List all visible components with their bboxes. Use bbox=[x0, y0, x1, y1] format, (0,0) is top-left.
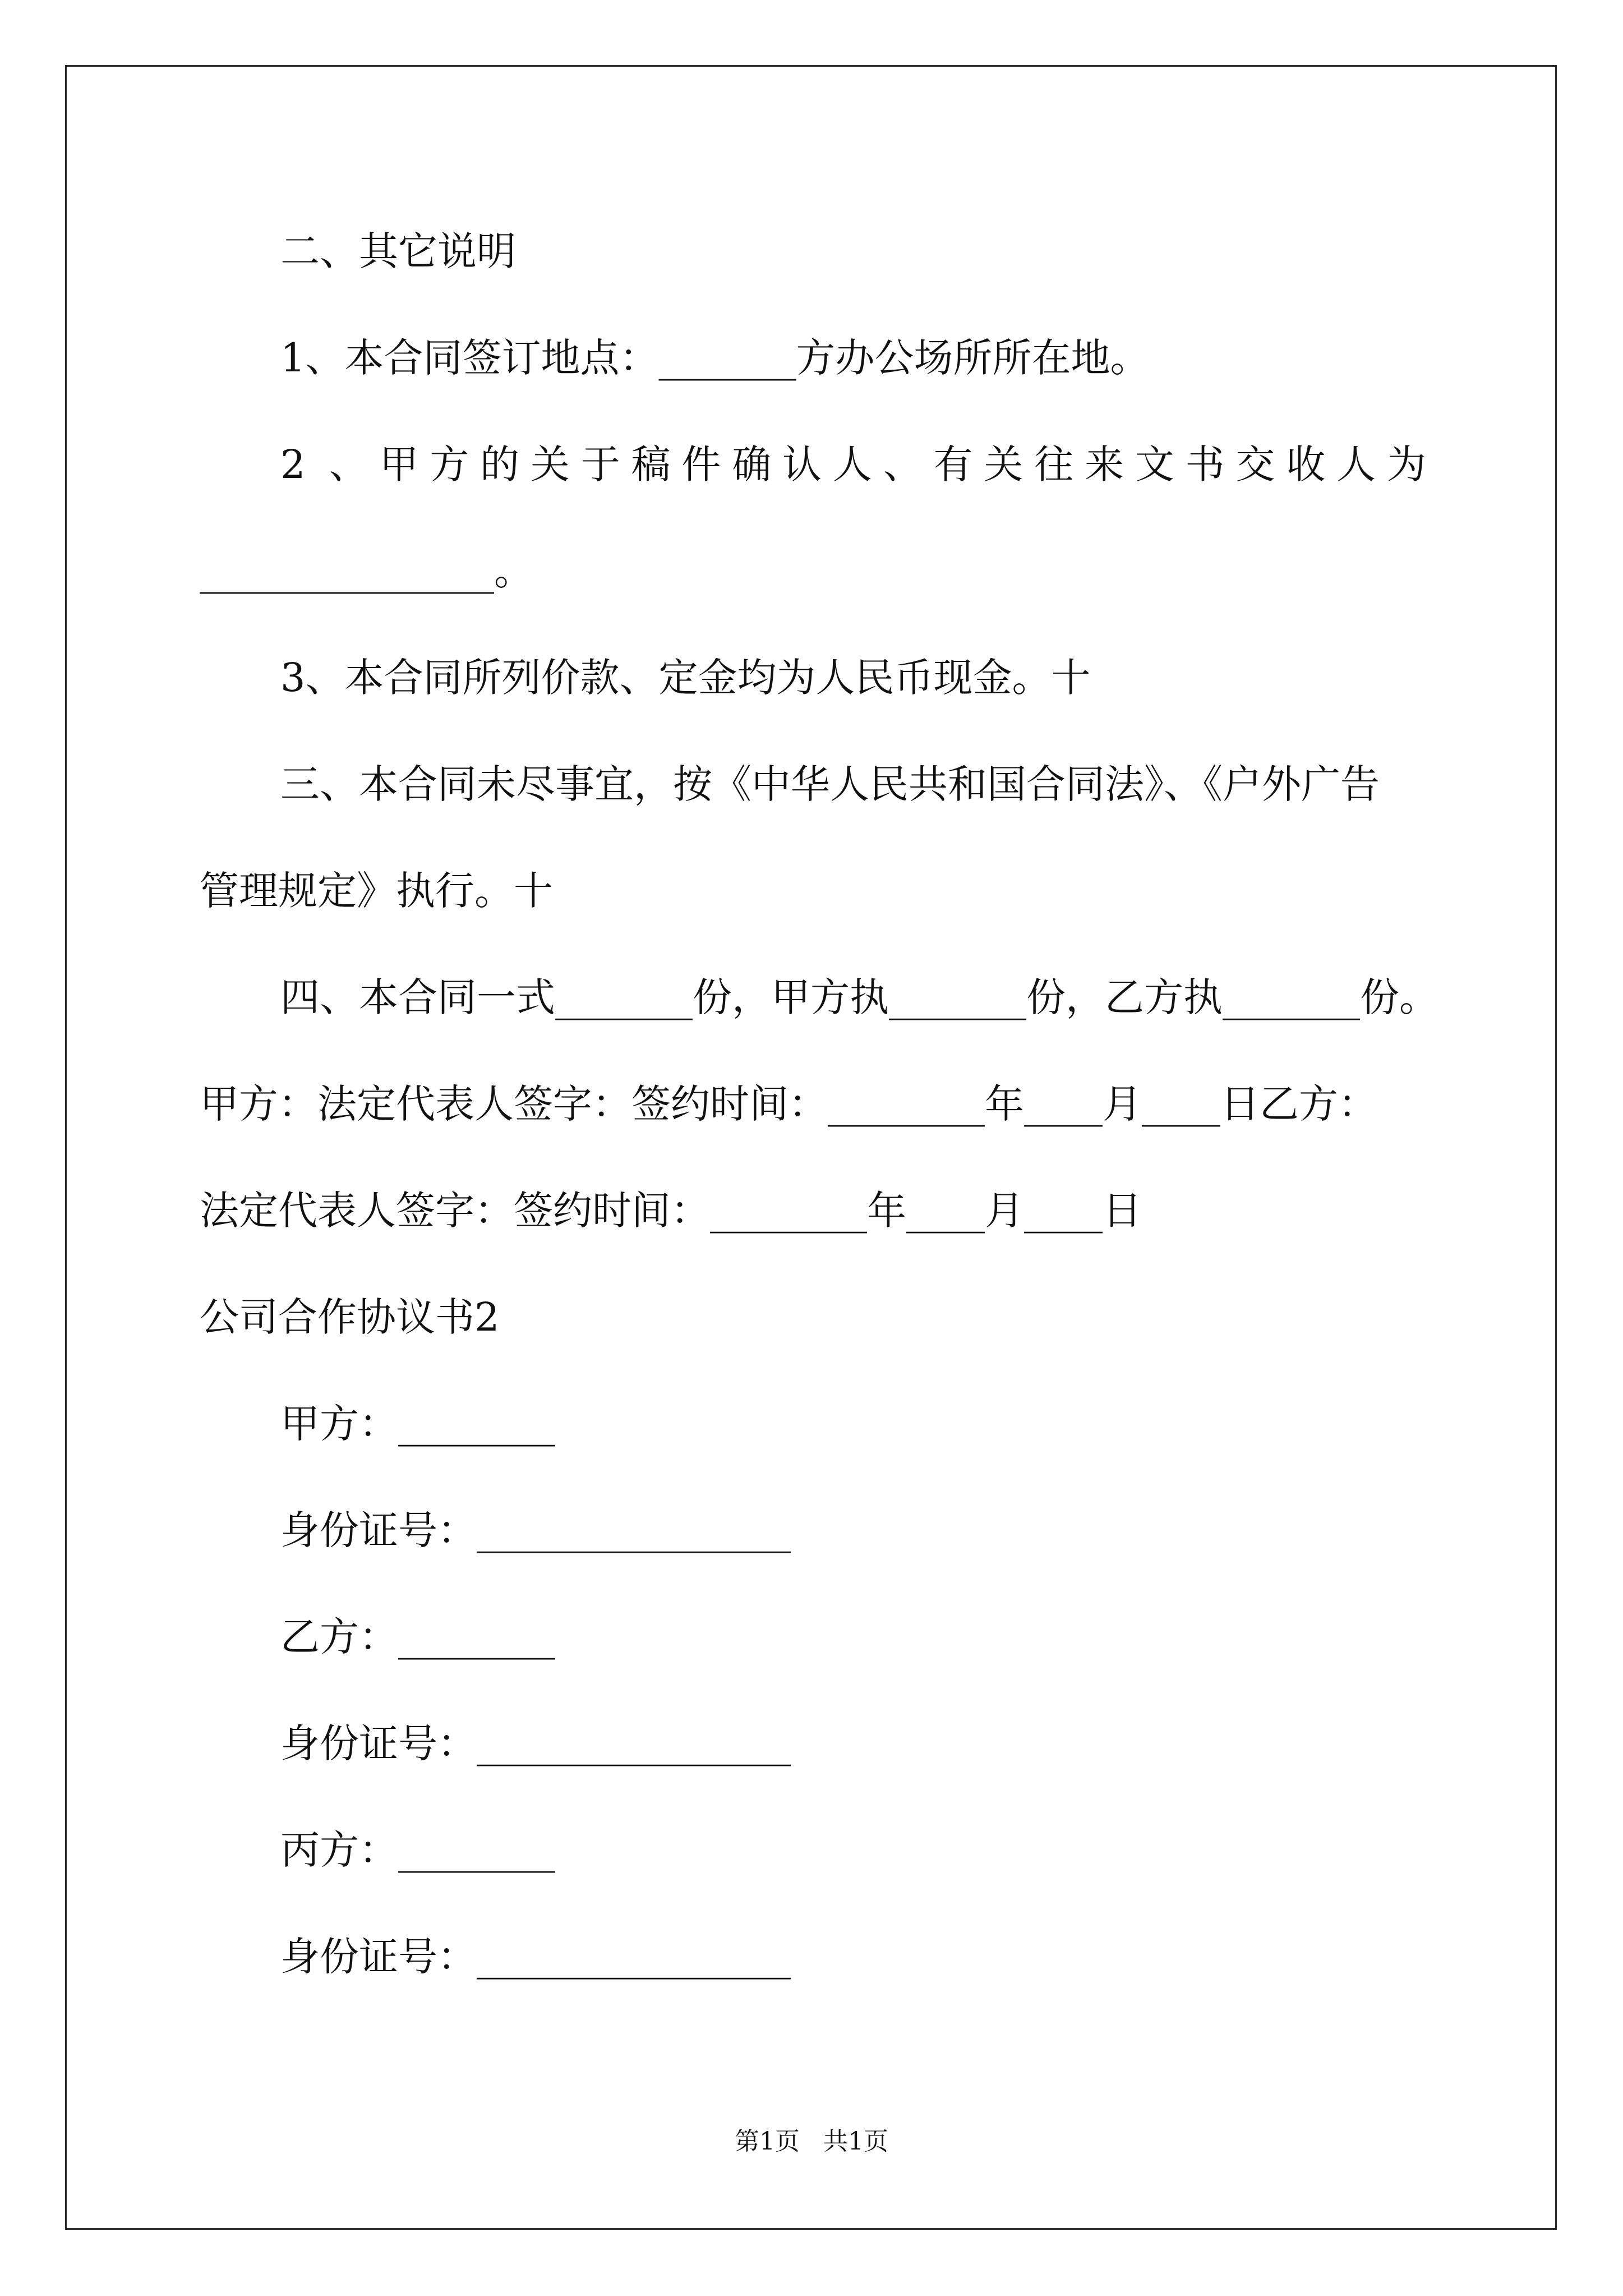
signature-line-party-b: 法定代表人签字：签约时间：________年____月____日 bbox=[200, 1188, 1142, 1234]
party-a-field: 甲方：________ bbox=[280, 1401, 555, 1447]
clause-copies: 四、本合同一式_______份，甲方执_______份，乙方执_______份。 bbox=[280, 974, 1438, 1020]
party-a-id-field: 身份证号：________________ bbox=[280, 1507, 791, 1553]
agreement-title: 公司合作协议书2 bbox=[200, 1294, 500, 1340]
section-heading-other-notes: 二、其它说明 bbox=[280, 228, 516, 274]
page-number-footer: 第1页 共1页 bbox=[735, 2127, 888, 2156]
clause-signing-place: 1、本合同签订地点：_______方办公场所所在地。 bbox=[280, 335, 1150, 381]
clause-applicable-law-cont: 管理规定》执行。十 bbox=[200, 868, 553, 914]
clause-confirmation-person: 2 、甲方的关于稿件确认人、有关往来文书交收人为 bbox=[280, 441, 1426, 487]
clause-confirmation-person-blank: _______________。 bbox=[200, 548, 533, 594]
party-c-id-field: 身份证号：________________ bbox=[280, 1934, 791, 1980]
party-c-field: 丙方：________ bbox=[280, 1827, 555, 1873]
signature-line-party-a: 甲方：法定代表人签字：签约时间：________年____月____日乙方： bbox=[200, 1081, 1377, 1127]
party-b-id-field: 身份证号：________________ bbox=[280, 1720, 791, 1766]
page-border bbox=[65, 65, 1557, 2230]
clause-payment-currency: 3、本合同所列价款、定金均为人民币现金。十 bbox=[280, 655, 1091, 701]
party-b-field: 乙方：________ bbox=[280, 1614, 555, 1660]
clause-applicable-law: 三、本合同未尽事宜，按《中华人民共和国合同法》、《户外广告 bbox=[280, 761, 1380, 807]
